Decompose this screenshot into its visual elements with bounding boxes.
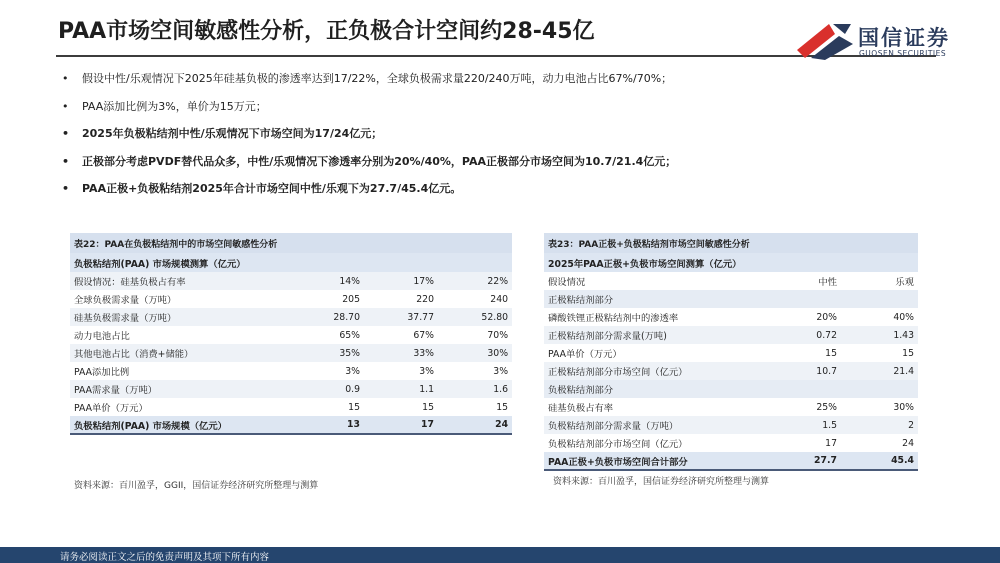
- table-header: 2025年PAA正极+负极市场空间测算（亿元）: [544, 253, 918, 272]
- cell-value: 70%: [487, 329, 509, 341]
- cell-value: 20%: [816, 311, 837, 323]
- column-header: 中性: [818, 277, 837, 288]
- bullet-item: • PAA正极+负极粘结剂2025年合计市场空间中性/乐观下为27.7/45.4亿元。: [62, 182, 962, 210]
- cell-value: 30%: [893, 401, 915, 413]
- table-header-row: [70, 253, 512, 272]
- table-row: [544, 434, 918, 452]
- cell-value: 15: [825, 347, 837, 359]
- cell-value: 17: [825, 437, 837, 449]
- total-value: 17: [364, 416, 438, 434]
- cell-value: 30%: [438, 344, 512, 362]
- table-column-header-row: [544, 272, 918, 290]
- cell-value: 1.43: [841, 326, 918, 344]
- cell-value: 3%: [493, 365, 509, 377]
- table-total-row: [544, 452, 918, 470]
- bullet-item: • 正极部分考虑PVDF替代品众多，中性/乐观情况下渗透率分别为20%/40%，PAA正极部分市场空间为10.7/21.4亿元；: [62, 155, 962, 183]
- cell-value: 0.9: [290, 380, 364, 398]
- table2-source-note: 资料来源：百川盈孚，国信证券经济研究所整理与测算: [553, 477, 770, 487]
- bullet-list: [62, 72, 962, 210]
- total-label: PAA正极+负极市场空间合计部分: [544, 452, 764, 470]
- column-header: 乐观: [895, 277, 915, 288]
- cell-value: 240: [490, 293, 509, 305]
- table-row: [70, 290, 512, 308]
- logo-name-cn: 国信证券: [858, 26, 950, 50]
- cell-value: 1.5: [764, 416, 841, 434]
- cell-value: 15: [422, 401, 434, 413]
- row-label: 正极粘结剂部分市场空间（亿元）: [544, 362, 764, 380]
- table-row: [70, 362, 512, 380]
- row-label: PAA需求量（万吨）: [70, 380, 290, 398]
- cell-value: 1.6: [438, 380, 512, 398]
- cell-value: 33%: [364, 344, 438, 362]
- table-row: [544, 416, 918, 434]
- cell-value: 28.70: [290, 308, 364, 326]
- cell-value: 0.72: [764, 326, 841, 344]
- total-value: 24: [438, 416, 512, 434]
- cell-value: 21.4: [841, 362, 918, 380]
- row-label: 假设情况：硅基负极占有率: [70, 272, 290, 290]
- cell-value: 24: [902, 437, 915, 449]
- row-label: 其他电池占比（消费+储能）: [70, 344, 290, 362]
- row-label: PAA单价（万元）: [548, 349, 622, 360]
- cell-value: 15: [348, 401, 360, 413]
- bullet-item: • PAA添加比例为3%，单价为15万元；: [62, 100, 962, 128]
- row-label: 正极粘结剂部分需求量(万吨): [544, 326, 764, 344]
- row-label: 磷酸铁锂正极粘结剂中的渗透率: [548, 313, 679, 324]
- logo-name-en: GUOSEN SECURITIES: [859, 49, 947, 58]
- cell-value: 52.80: [438, 308, 512, 326]
- table-row: [70, 398, 512, 416]
- total-value: 45.4: [841, 452, 918, 470]
- table-caption-row: [70, 233, 512, 253]
- table-group-row: [544, 290, 918, 308]
- cell-value: 65%: [339, 329, 360, 341]
- table1-source-note: 资料来源：百川盈孚，GGII，国信证券经济研究所整理与测算: [74, 481, 319, 491]
- row-label: 负极粘结剂部分需求量（万吨）: [544, 416, 764, 434]
- cell-value: 2: [841, 416, 918, 434]
- column-header: 假设情况: [548, 277, 586, 288]
- cell-value: 10.7: [764, 362, 841, 380]
- row-label: 硅基负极需求量（万吨）: [70, 308, 290, 326]
- row-label: 全球负极需求量（万吨）: [74, 295, 177, 306]
- group-label: 正极粘结剂部分: [544, 290, 918, 308]
- table-caption-row: [544, 233, 918, 253]
- cell-value: 1.1: [364, 380, 438, 398]
- table-group-row: [544, 380, 918, 398]
- cell-value: 15: [496, 401, 509, 413]
- total-value: 13: [290, 416, 364, 434]
- page-title: PAA市场空间敏感性分析，正负极合计空间约28-45亿: [58, 19, 595, 44]
- cell-value: 3%: [345, 365, 360, 377]
- row-label: 负极粘结剂部分市场空间（亿元）: [548, 439, 688, 450]
- table-header: 负极粘结剂(PAA) 市场规模测算（亿元）: [70, 253, 512, 272]
- table-row: [544, 308, 918, 326]
- table-row: [544, 326, 918, 344]
- table-row: [70, 272, 512, 290]
- table-negative-binder: [70, 233, 512, 435]
- table-row: [70, 308, 512, 326]
- row-label: PAA单价（万元）: [74, 403, 148, 414]
- table-row: [70, 326, 512, 344]
- cell-value: 17%: [364, 272, 438, 290]
- total-value: 27.7: [764, 452, 841, 470]
- bullet-item: • 假设中性/乐观情况下2025年硅基负极的渗透率达到17/22%，全球负极需求量220/240万吨，动力电池占比67%/70%；: [62, 72, 962, 100]
- cell-value: 220: [416, 293, 434, 305]
- cell-value: 14%: [290, 272, 364, 290]
- table-total-row: [70, 416, 512, 434]
- table-total-binder: [544, 233, 918, 471]
- guosen-logo: [795, 18, 960, 64]
- row-label: 动力电池占比: [74, 331, 130, 342]
- cell-value: 22%: [438, 272, 512, 290]
- cell-value: 37.77: [364, 308, 438, 326]
- table-row: [544, 398, 918, 416]
- cell-value: 35%: [290, 344, 364, 362]
- cell-value: 205: [342, 293, 360, 305]
- table-caption: 表23：PAA正极+负极粘结剂市场空间敏感性分析: [544, 233, 918, 253]
- cell-value: 25%: [816, 401, 837, 413]
- table-header-row: [544, 253, 918, 272]
- footer-bar: [0, 547, 1000, 563]
- cell-value: 67%: [413, 329, 434, 341]
- total-label: 负极粘结剂(PAA) 市场规模（亿元）: [70, 416, 290, 434]
- row-label: PAA添加比例: [74, 367, 130, 378]
- table-row: [70, 344, 512, 362]
- table-row: [70, 380, 512, 398]
- footer-disclaimer: 请务必阅读正文之后的免责声明及其项下所有内容: [60, 552, 270, 563]
- cell-value: 3%: [419, 365, 434, 377]
- table-row: [544, 344, 918, 362]
- group-label: 负极粘结剂部分: [544, 380, 918, 398]
- cell-value: 15: [902, 347, 915, 359]
- table-caption: 表22：PAA在负极粘结剂中的市场空间敏感性分析: [70, 233, 512, 253]
- bullet-item: • 2025年负极粘结剂中性/乐观情况下市场空间为17/24亿元；: [62, 127, 962, 155]
- guosen-logo-mark-icon: [795, 20, 855, 60]
- row-label: 硅基负极占有率: [548, 403, 614, 414]
- table-row: [544, 362, 918, 380]
- cell-value: 40%: [893, 311, 915, 323]
